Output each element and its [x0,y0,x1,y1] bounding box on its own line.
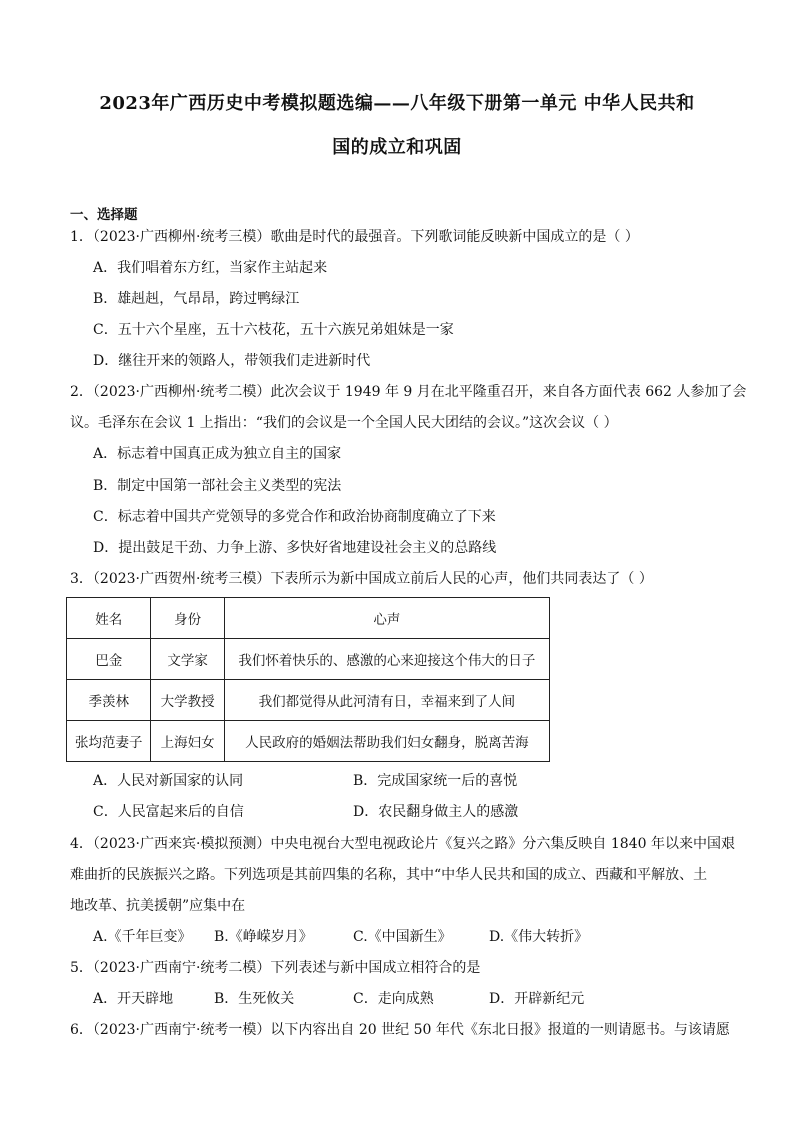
q3-options-row-2 [93,802,518,822]
q5-stem: 5．（2023·广西南宁·统考二模）下列表述与新中国成立相符合的是 [70,960,481,976]
q6-stem-line-1: 6．（2023·广西南宁·统考一模）以下内容出自 20 世纪 50 年代《东北日报》报道的一则请愿书。与该请愿 [70,1022,730,1038]
q3-table [66,597,550,762]
document-title [60,82,734,170]
table-cell: 我们怀着快乐的、感激的心来迎接这个伟大的日子 [224,639,549,680]
q5-option-c[interactable]: C．走向成熟 [353,991,434,1007]
title-line-2: 国的成立和巩固 [332,137,462,158]
table-cell: 人民政府的婚姻法帮助我们妇女翻身，脱离苦海 [224,721,549,762]
table-cell: 张均范妻子 [67,721,151,762]
table-cell: 我们都觉得从此河清有日，幸福来到了人间 [224,680,549,721]
table-row [67,639,550,680]
table-header-row [67,598,550,639]
q1-option-d[interactable]: D．继往开来的领路人，带领我们走进新时代 [93,353,371,369]
q5-option-d[interactable]: D．开辟新纪元 [489,991,585,1007]
q3-options-row-1 [93,771,517,791]
q5-option-a[interactable]: A．开天辟地 [93,991,174,1007]
table-cell: 巴金 [67,639,151,680]
q3-option-b[interactable]: B．完成国家统一后的喜悦 [353,773,518,789]
q3-option-d[interactable]: D．农民翻身做主人的感激 [353,804,519,820]
q4-stem-line-2: 难曲折的民族振兴之路。下列选项是其前四集的名称，其中“中华人民共和国的成立、西藏和平解放、土 [70,867,708,883]
q2-option-c[interactable]: C．标志着中国共产党领导的多党合作和政治协商制度确立了下来 [93,509,496,525]
table-row [67,680,550,721]
q4-option-b[interactable]: B.《峥嵘岁月》 [214,929,313,945]
q4-stem-line-3: 地改革、抗美援朝”应集中在 [70,898,246,914]
table-row [67,721,550,762]
q1-option-a[interactable]: A．我们唱着东方红，当家作主站起来 [93,260,328,276]
q4-option-a[interactable]: A.《千年巨变》 [93,929,192,945]
q2-option-a[interactable]: A．标志着中国真正成为独立自主的国家 [93,446,342,462]
table-cell: 上海妇女 [151,721,224,762]
q4-stem-line-1: 4．（2023·广西来宾·模拟预测）中央电视台大型电视政论片《复兴之路》分六集反映自 1840 年以来中国艰 [70,836,735,852]
title-line-1: 2023年广西历史中考模拟题选编——八年级下册第一单元 中华人民共和 [99,93,695,114]
q1-option-b[interactable]: B．雄赳赳，气昂昂，跨过鸭绿江 [93,291,300,307]
table-header-cell: 姓名 [67,598,151,639]
q4-option-c[interactable]: C.《中国新生》 [353,929,452,945]
q2-stem-line-1: 2．（2023·广西柳州·统考二模）此次会议于 1949 年 9 月在北平隆重召开，来自各方面代表 662 人参加了会 [70,384,747,400]
q5-option-b[interactable]: B．生死攸关 [214,991,295,1007]
q3-option-a[interactable]: A．人民对新国家的认同 [93,773,244,789]
q4-options-row [93,927,588,947]
table-header-cell: 心声 [224,598,549,639]
q2-stem-line-2: 议。毛泽东在会议 1 上指出：“我们的会议是一个全国人民大团结的会议。”这次会议（ ） [70,415,618,431]
section-heading: 一、选择题 [70,207,138,223]
table-header-cell: 身份 [151,598,224,639]
q4-option-d[interactable]: D.《伟大转折》 [489,929,589,945]
table-cell: 大学教授 [151,680,224,721]
q2-option-b[interactable]: B．制定中国第一部社会主义类型的宪法 [93,478,342,494]
q3-option-c[interactable]: C．人民富起来后的自信 [93,804,244,820]
q1-stem: 1．（2023·广西柳州·统考三模）歌曲是时代的最强音。下列歌词能反映新中国成立的是（ ） [70,229,639,245]
q3-stem: 3．（2023·广西贺州·统考三模）下表所示为新中国成立前后人民的心声，他们共同表达了（ ） [70,571,653,587]
q5-options-row [93,989,584,1009]
table-cell: 季羡林 [67,680,151,721]
q1-option-c[interactable]: C．五十六个星座，五十六枝花，五十六族兄弟姐妹是一家 [93,322,454,338]
table-cell: 文学家 [151,639,224,680]
q2-option-d[interactable]: D．提出鼓足干劲、力争上游、多快好省地建设社会主义的总路线 [93,540,497,556]
